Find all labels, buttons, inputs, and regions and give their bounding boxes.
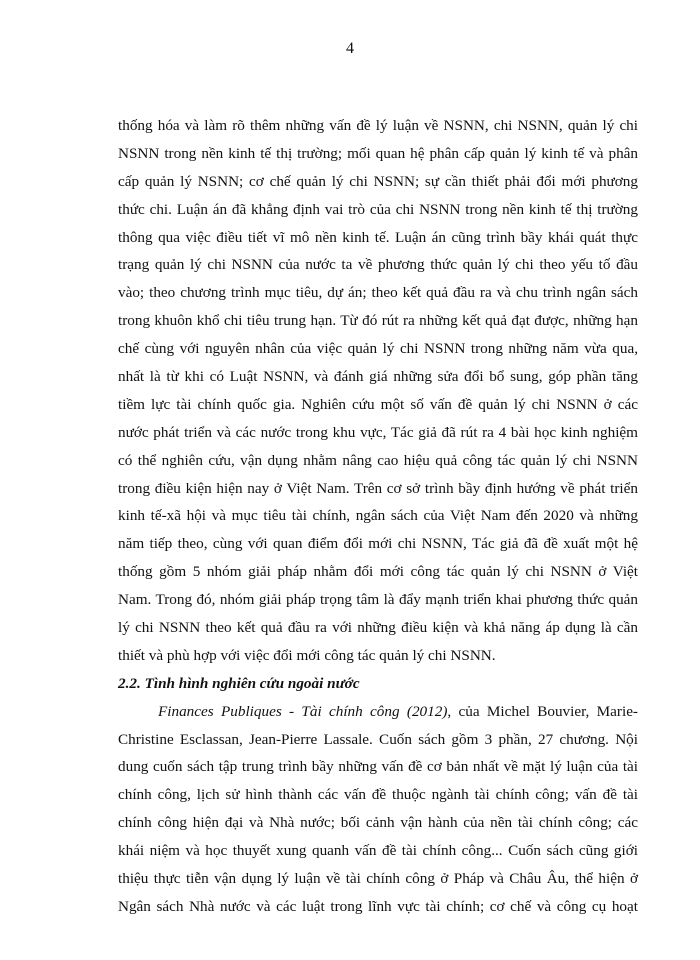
text-line-first [118,698,638,726]
text-line: lý chi NSNN theo kết quả đầu ra với những điều kiện và khả năng áp dụng là cần [118,619,638,637]
text-line: thống gồm 5 nhóm giải pháp nhằm đổi mới công tác quản lý chi NSNN ở Việt [118,563,638,581]
paragraph-1 [118,112,638,670]
text-line: thiệu thực tiễn vận dụng lý luận về tài chính công ở Pháp và Châu Âu, thể hiện ở [118,870,638,888]
text-line: chính công, lịch sử hình thành các vấn đề thuộc ngành tài chính công; vấn đề tài [118,786,638,804]
text-line: thống hóa và làm rõ thêm những vấn đề lý luận về NSNN, chi NSNN, quản lý chi [118,117,638,134]
text-line: có thể nghiên cứu, vận dụng nhằm nâng cao hiệu quả công tác quản lý chi NSNN [118,451,638,469]
text-line: nhất là từ khi có Luật NSNN, và đánh giá những sửa đổi bổ sung, góp phần tăng [118,368,638,386]
text-line: chính công hiện đại và Nhà nước; bối cảnh vận hành của nền tài chính công; các [118,814,638,832]
book-authors-start: , của Michel Bouvier, Marie- [447,702,638,720]
page-number: 4 [346,40,354,57]
text-line: vào; theo chương trình mục tiêu, dự án; theo kết quả đầu ra và chu trình ngân sách [118,284,638,302]
text-line: cấp quản lý NSNN; cơ chế quản lý chi NSNN; sự cần thiết phải đổi mới phương [118,172,638,190]
text-line: nước phát triển và các nước trong khu vực, Tác giả đã rút ra 4 bài học kinh nghiệm [118,423,638,441]
text-line: thức chi. Luận án đã khẳng định vai trò của chi NSNN trong nền kinh tế thị trường [118,200,638,218]
text-line: thiết và phù hợp với việc đổi mới công tác quản lý chi NSNN. [118,646,496,664]
section-heading: 2.2. Tình hình nghiên cứu ngoài nước [118,674,360,692]
text-line: trong điều kiện hiện nay ở Việt Nam. Trên cơ sở trình bầy định hướng về phát triển [118,479,638,497]
text-line: chế cùng với nguyên nhân của việc quản lý chi NSNN trong những năm vừa qua, [118,340,638,358]
text-line: dung cuốn sách tập trung trình bầy những vấn đề cơ bản nhất về mặt lý luận của tài [118,758,638,776]
book-title: Finances Publiques - Tài chính công (2012) [158,702,448,720]
text-line: khái niệm và học thuyết xung quanh vấn đề tài chính công... Cuốn sách cũng giới [118,842,638,860]
text-line: thông qua việc điều tiết vĩ mô nền kinh tế. Luận án cũng trình bầy khái quát thực [118,228,638,246]
text-line: NSNN trong nền kinh tế thị trường; mối quan hệ phân cấp quản lý kinh tế và phân [118,144,638,162]
text-line: trạng quản lý chi NSNN của nước ta về phương thức quản lý chi theo yếu tố đầu [118,256,638,274]
paragraph-2 [118,698,638,921]
text-line: năm tiếp theo, cùng với quan điểm đổi mới chi NSNN, Tác giả đã đề xuất một hệ [118,535,638,553]
text-line: trong khuôn khổ chi tiêu trung hạn. Từ đó rút ra những kết quả đạt được, những hạn [118,312,638,330]
text-line: Nam. Trong đó, nhóm giải pháp trọng tâm là đẩy mạnh triển khai phương thức quản [118,591,638,609]
text-line: tiềm lực tài chính quốc gia. Nghiên cứu một số vấn đề quản lý chi NSNN ở các [118,395,638,413]
text-line: Christine Esclassan, Jean-Pierre Lassale. Cuốn sách gồm 3 phần, 27 chương. Nội [118,730,638,748]
page-content [118,112,638,921]
text-line: kinh tế-xã hội và mục tiêu tài chính, ngân sách của Việt Nam đến 2020 và những [118,507,638,525]
text-line: Ngân sách Nhà nước và các luật trong lĩnh vực tài chính; cơ chế và công cụ hoạt [118,897,638,915]
